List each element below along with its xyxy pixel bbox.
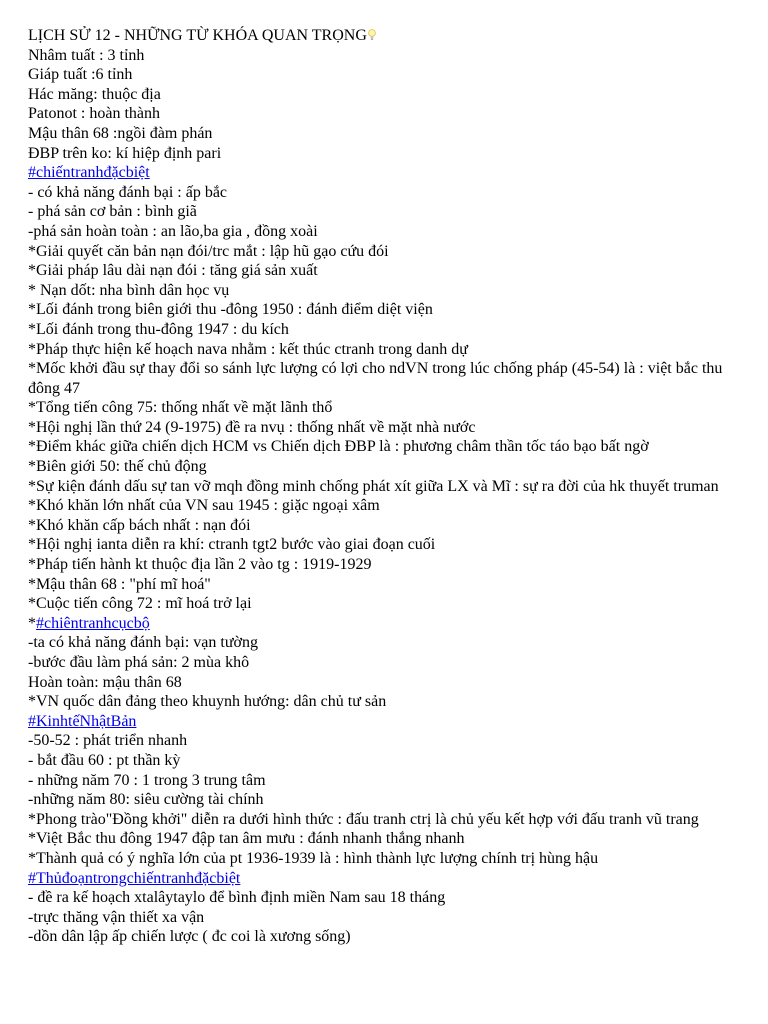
- note-line: - có khả năng đánh bại : ấp bắc: [28, 183, 228, 201]
- note-line: *Biên giới 50: thế chủ động: [28, 458, 207, 476]
- note-line: *VN quốc dân đảng theo khuynh hướng: dân chủ tư sản: [28, 693, 387, 711]
- note-line: -50-52 : phát triển nhanh: [28, 732, 188, 750]
- note-line: *Lối đánh trong thu-đông 1947 : du kích: [28, 320, 289, 338]
- hashtag-link[interactable]: #Thủđoạntrongchiếntranhđặcbiệt: [28, 869, 241, 887]
- note-line: -bước đầu làm phá sản: 2 mùa khô: [28, 654, 250, 671]
- note-line: *Pháp tiến hành kt thuộc địa lần 2 vào tg : 1919-1929: [28, 556, 372, 574]
- note-line: -trực thăng vận thiết xa vận: [28, 908, 205, 926]
- note-line: Giáp tuất :6 tỉnh: [28, 66, 133, 84]
- note-line: Hoàn toàn: mậu thân 68: [28, 673, 182, 691]
- note-line: Hác măng: thuộc địa: [28, 85, 161, 103]
- note-line: *Lối đánh trong biên giới thu -đông 1950 : đánh điểm diệt viện: [28, 301, 433, 319]
- note-line: *Hội nghị ianta diễn ra khí: ctranh tgt2 bước vào giai đoạn cuối: [28, 536, 436, 554]
- note-line: *Giải quyết căn bản nạn đói/trc mắt : lập hũ gạo cứu đói: [28, 242, 389, 260]
- light-bulb-icon: [368, 29, 376, 41]
- note-line: *Giải pháp lâu dài nạn đói : tăng giá sản xuất: [28, 262, 318, 280]
- note-line: *Hội nghị lần thứ 24 (9-1975) đề ra nvụ : thống nhất về mặt nhà nước: [28, 418, 476, 436]
- note-line: -những năm 80: siêu cường tài chính: [28, 791, 264, 809]
- note-line: * Nạn dốt: nha bình dân học vụ: [28, 281, 230, 299]
- document-body: [28, 26, 740, 947]
- note-line: *Phong trào"Đồng khởi" diễn ra dưới hình thức : đấu tranh ctrị là chủ yếu kết hợp với đấu tranh vũ trang: [28, 810, 699, 828]
- note-line: ĐBP trên ko: kí hiệp định pari: [28, 144, 222, 162]
- note-line: Patonot : hoàn thành: [28, 105, 160, 123]
- note-line: *Điểm khác giữa chiến dịch HCM vs Chiến dịch ĐBP là : phương châm thần tốc táo bạo bất ngờ: [28, 438, 649, 456]
- note-line: *Sự kiện đánh dấu sự tan vỡ mqh đồng minh chống phát xít giữa LX và Mĩ : sự ra đời của hk thuyết truman: [28, 477, 719, 495]
- note-line: -phá sản hoàn toàn : an lão,ba gia , đồng xoài: [28, 222, 318, 240]
- document-title: [28, 26, 740, 46]
- note-line: - đề ra kế hoạch xtalâytaylo để bình định miền Nam sau 18 tháng: [28, 889, 446, 907]
- note-line: *Khó khăn lớn nhất của VN sau 1945 : giặc ngoại xâm: [28, 497, 380, 515]
- note-line: -dồn dân lập ấp chiến lược ( đc coi là xương sống): [28, 928, 351, 946]
- title-text: LỊCH SỬ 12 - NHỮNG TỪ KHÓA QUAN TRỌNG: [28, 27, 367, 44]
- line-prefix: *: [28, 614, 36, 632]
- hashtag-line: [28, 614, 740, 634]
- note-line: *Mậu thân 68 : "phí mĩ hoá": [28, 575, 211, 593]
- note-line: *Mốc khởi đầu sự thay đổi so sánh lực lượng có lợi cho ndVN trong lúc chống pháp (45-54) là : việt bắc thu đông 47: [28, 360, 723, 397]
- notes-list: [28, 46, 740, 947]
- note-line: *Cuộc tiến công 72 : mĩ hoá trở lại: [28, 595, 252, 613]
- hashtag-line: [28, 712, 740, 732]
- hashtag-link[interactable]: #chiếntranhđặcbiệt: [28, 164, 150, 182]
- note-line: *Thành quả có ý nghĩa lớn của pt 1936-1939 là : hình thành lực lượng chính trị hùng hậu: [28, 849, 599, 867]
- hashtag-line: [28, 163, 740, 183]
- note-line: Nhâm tuất : 3 tỉnh: [28, 46, 145, 64]
- note-line: *Việt Bắc thu đông 1947 đập tan âm mưu : đánh nhanh thắng nhanh: [28, 830, 465, 848]
- hashtag-link[interactable]: #KinhtếNhậtBản: [28, 712, 137, 730]
- note-line: - bắt đầu 60 : pt thần kỳ: [28, 751, 181, 769]
- note-line: *Tổng tiến công 75: thống nhất về mặt lãnh thổ: [28, 399, 333, 417]
- note-line: *Khó khăn cấp bách nhất : nạn đói: [28, 516, 251, 534]
- hashtag-link[interactable]: #chiêntranhcụcbộ: [36, 614, 150, 632]
- note-line: Mậu thân 68 :ngồi đàm phán: [28, 124, 213, 142]
- note-line: -ta có khả năng đánh bại: vạn tường: [28, 634, 258, 652]
- note-line: - những năm 70 : 1 trong 3 trung tâm: [28, 771, 266, 789]
- hashtag-line: [28, 869, 740, 889]
- note-line: - phá sản cơ bản : bình giã: [28, 203, 197, 221]
- note-line: *Pháp thực hiện kế hoạch nava nhằm : kết thúc ctranh trong danh dự: [28, 340, 468, 358]
